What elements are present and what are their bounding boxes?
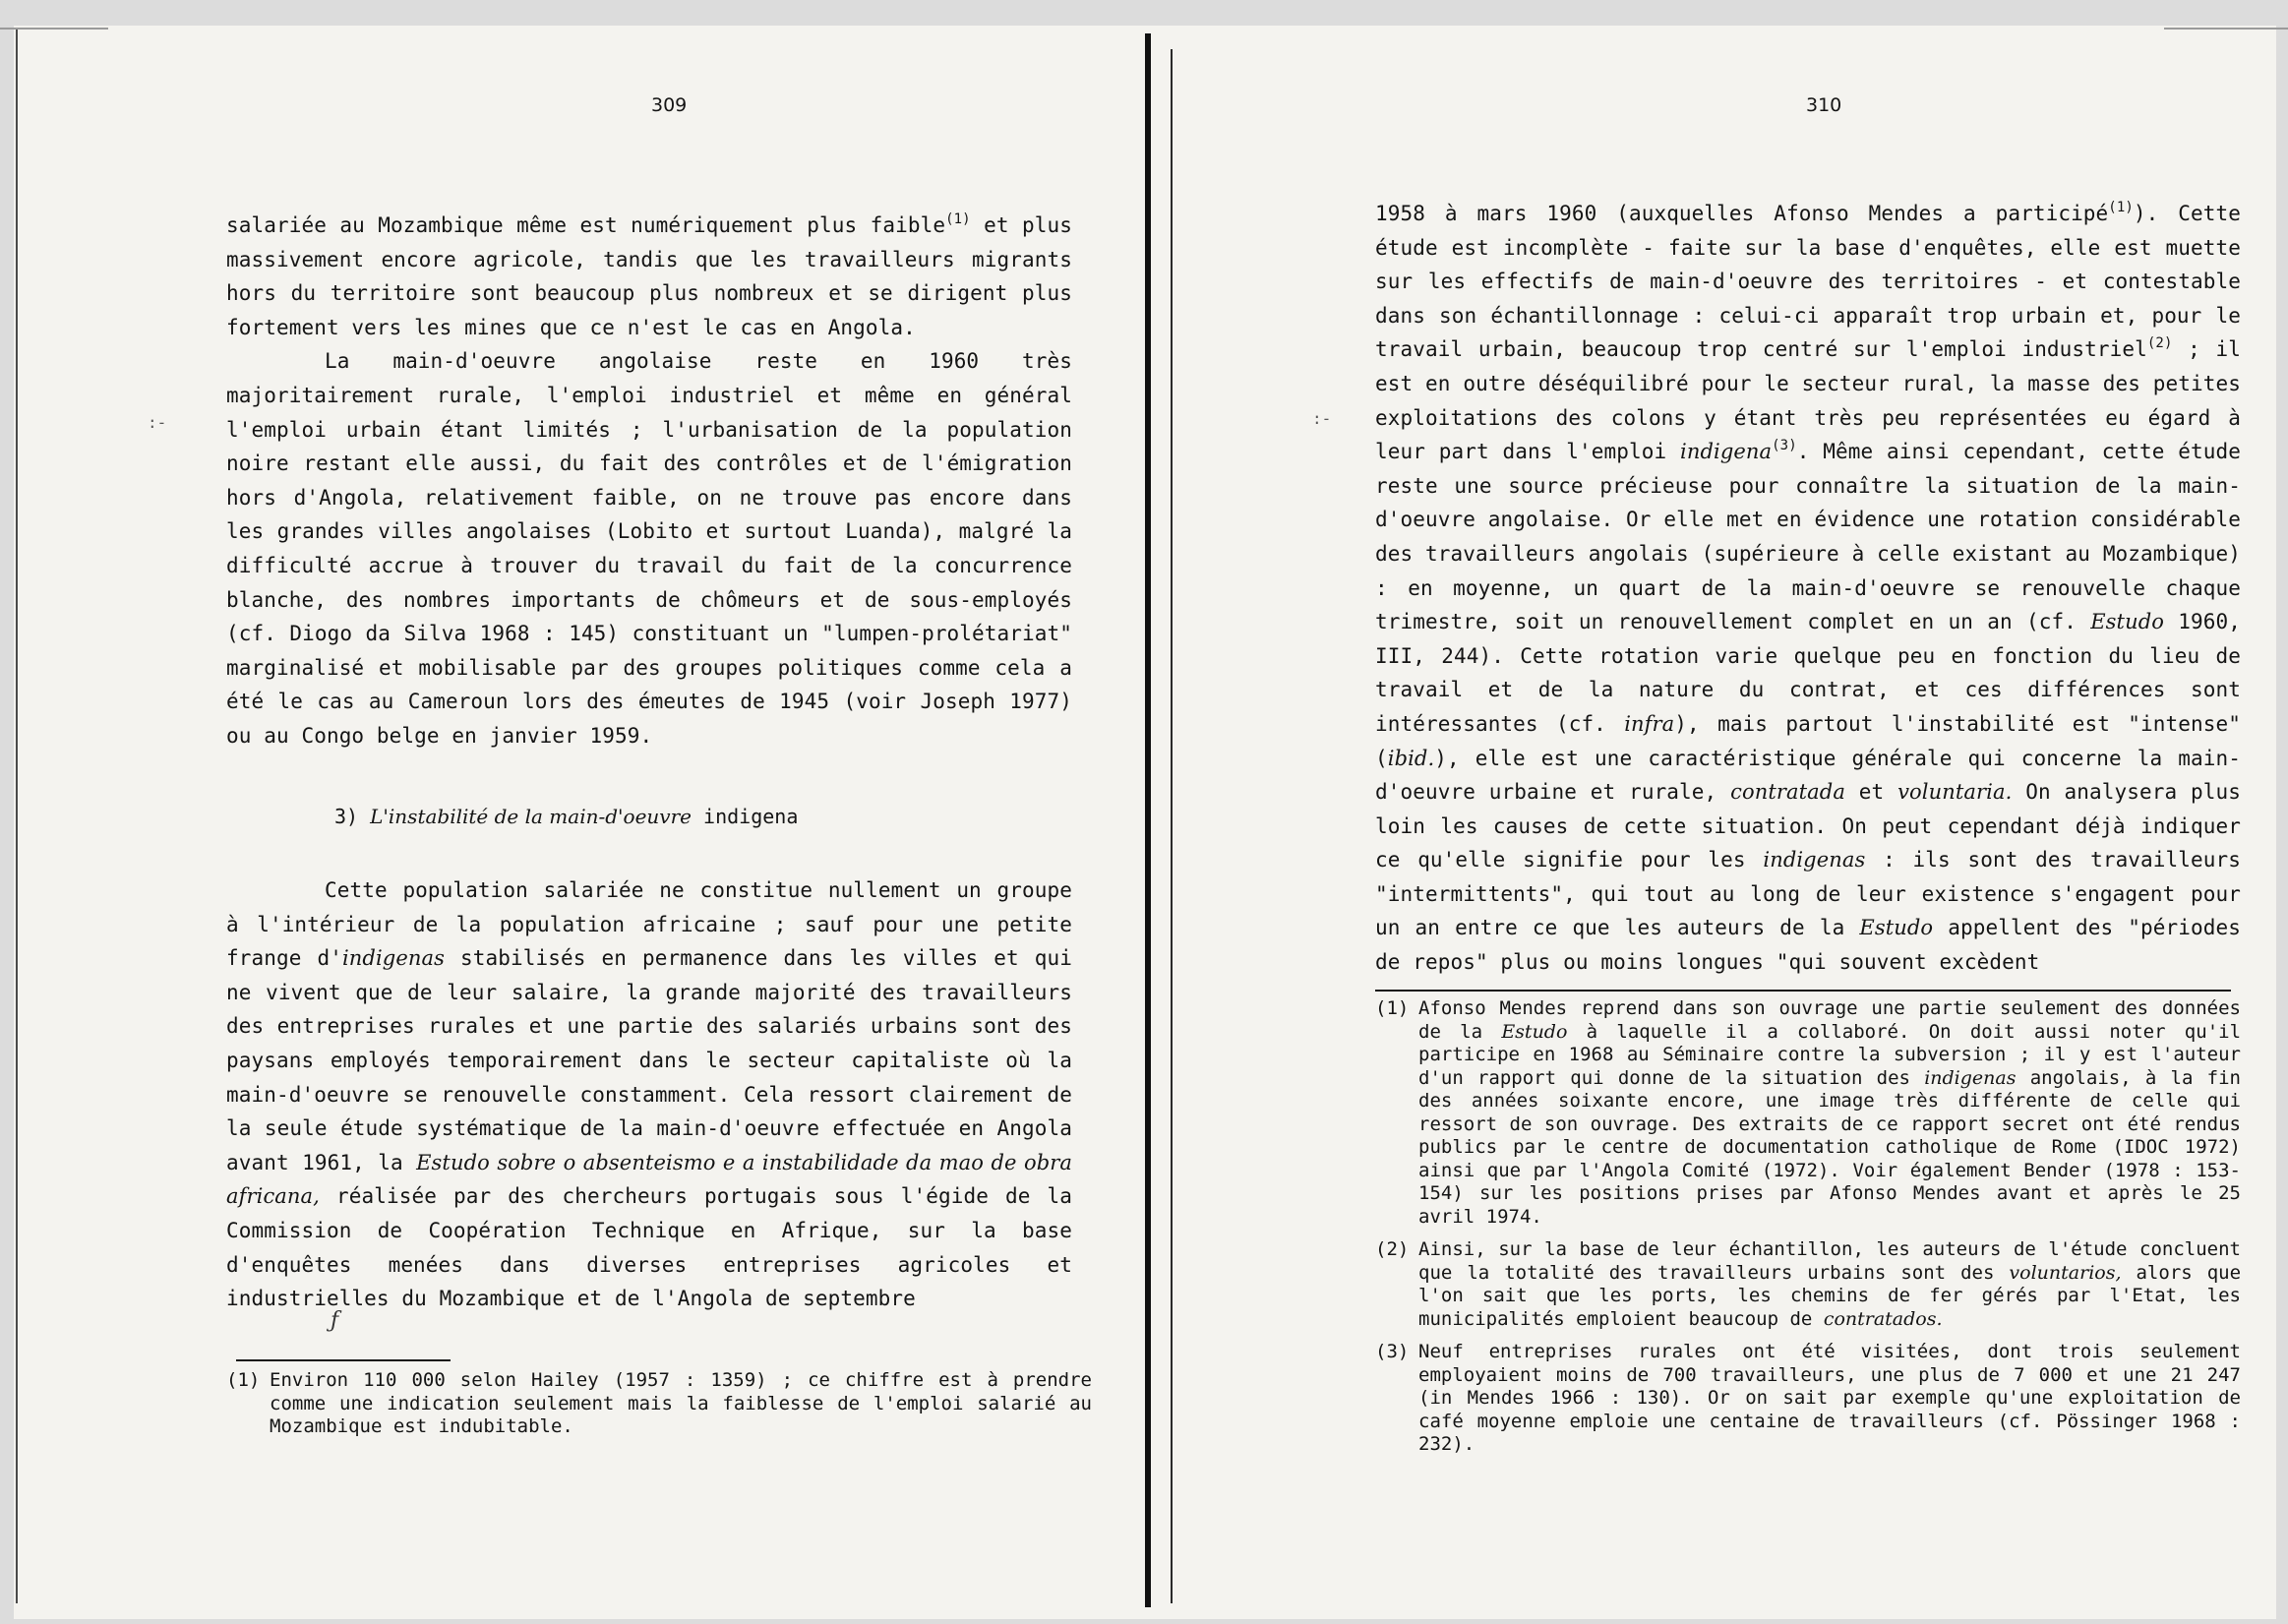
footnote-separator: [236, 1359, 451, 1361]
text-run: et plus massivement encore agricole, tandis que les travailleurs migrants hors du territoire sont beaucoup plus nombreux et se dirigent plus fortement vers les mines que ce n'est le cas en Angola.: [226, 213, 1073, 339]
text-run: et: [1844, 780, 1898, 805]
italic-text: contratada: [1730, 780, 1845, 805]
italic-text: indigenas: [1924, 1066, 2017, 1089]
left-page-edge: [16, 30, 18, 1603]
italic-text: indigenas: [341, 946, 445, 971]
text-run: salariée au Mozambique même est numériquement plus faible: [226, 213, 946, 237]
italic-text: Estudo sobre o absenteismo e a instabilidade da mao de obra africana,: [226, 1150, 1072, 1209]
text-run: appellent des "périodes de repos" plus ou moins longues "qui souvent excèdent: [1375, 916, 2241, 975]
text-run: Neuf entreprises rurales ont été visitées, dont trois seulement employaient moins de 700 travailleurs, une plus de 7 000 et une 21 247 (in Mendes 1966 : 130). Or on sait par exemple qu'une exploitation de café moyenne emploie une centaine de travailleurs (cf. Pössinger 1968 : 232).: [1418, 1341, 2241, 1455]
footnote-ref: (1): [2108, 200, 2134, 215]
margin-mark: :-: [1312, 409, 1332, 428]
italic-text: indigenas: [1763, 848, 1866, 872]
text-run: : ils sont des travailleurs "intermittents", qui tout au long de leur existence s'engagent pour un an entre ce que les auteurs de la: [1375, 848, 2241, 940]
italic-text: Estudo: [1501, 1020, 1568, 1043]
paragraph: [1375, 197, 2241, 980]
right-body: [1375, 197, 2241, 980]
text-run: Afonso Mendes reprend dans son ouvrage une partie seulement des données de la: [1418, 997, 2241, 1043]
book-gutter-line: [1171, 49, 1173, 1603]
italic-text: ibid.: [1387, 746, 1435, 770]
left-body: [226, 209, 1072, 753]
footnote: [226, 1369, 1092, 1439]
text-run: à laquelle il a collaboré. On doit aussi noter qu'il participe en 1968 au Séminaire contre la subversion ; il y est l'auteur d'un rapport qui donne de la situation des: [1418, 1020, 2242, 1089]
footnote-number: (1): [226, 1369, 261, 1391]
italic-text: voluntaria.: [1897, 780, 2013, 805]
handwritten-mark: ƒ: [331, 1308, 339, 1333]
footnote: [1375, 1341, 2241, 1457]
italic-text: indigena: [1680, 440, 1773, 464]
italic-text: voluntarios,: [2009, 1261, 2122, 1284]
text-run: réalisée par des chercheurs portugais sous l'égide de la Commission de Coopération Technique en Afrique, sur la base d'enquêtes menées dans diverses entreprises agricoles et industrielles du Mozambique et de l'Angola de septembre: [226, 1184, 1072, 1311]
left-page: [226, 0, 1092, 1624]
footnote: [1375, 1238, 2241, 1331]
page-number: 310: [1806, 94, 1842, 116]
text-run: ; il est en outre déséquilibré pour le secteur rural, la masse des petites exploitations des colons y étant très peu représentées eu égard à leur part dans l'emploi: [1375, 337, 2241, 464]
footnote-text: [1418, 997, 2241, 1229]
footnote-ref: (2): [2146, 335, 2173, 352]
footnotes: [1375, 997, 2241, 1467]
text-run: angolais, à la fin des années soixante encore, une image très différente de celle qui ressort de son ouvrage. Des extraits de ce rapport secret ont été rendus publics par le centre de documentation catholique de Rome (IDOC 1972) ainsi que par l'Angola Comité (1972). Voir également Bender (1978 : 153-154) sur les positions prises par Afonso Mendes avant et après le 25 avril 1974.: [1418, 1066, 2241, 1228]
footnote-text: [1418, 1341, 2241, 1457]
text-run: indigena: [691, 805, 799, 828]
footnote-separator: [1375, 990, 2231, 992]
margin-mark: :-: [148, 413, 167, 432]
text-run: Ainsi, sur la base de leur échantillon, les auteurs de l'étude concluent que la totalité des travailleurs urbains sont des: [1418, 1238, 2241, 1284]
page-number: 309: [651, 94, 688, 116]
section-heading: [334, 805, 798, 828]
footnote-ref: (1): [945, 211, 971, 227]
left-body-continued: [226, 873, 1072, 1316]
italic-text: contratados.: [1823, 1307, 1943, 1330]
footnote: [1375, 997, 2241, 1229]
paragraph: [226, 209, 1072, 344]
paragraph: [226, 873, 1072, 1316]
italic-text: infra: [1624, 711, 1675, 736]
footnote-ref: (3): [1772, 438, 1797, 454]
footnote-number: (3): [1375, 1341, 1410, 1362]
footnote-number: (1): [1375, 997, 1410, 1019]
text-run: ). Cette étude est incomplète - faite sur la base d'enquêtes, elle est muette sur les effectifs de main-d'oeuvre des territoires - et contestable dans son échantillonnage : celui-ci apparaît trop urbain et, pour le travail urbain, beaucoup trop centré sur l'emploi industriel: [1375, 202, 2241, 362]
text-run: 1958 à mars 1960 (auxquelles Afonso Mendes a participé: [1375, 202, 2109, 225]
text-run: stabilisés en permanence dans les villes et qui ne vivent que de leur salaire, la grande majorité des travailleurs des entreprises rurales et une partie des salariés urbains sont des paysans employés temporairement dans le secteur capitaliste où la main-d'oeuvre se renouvelle constamment. Cela ressort clairement de la seule étude systématique de la main-d'oeuvre effectuée en Angola avant 1961, la: [226, 946, 1072, 1174]
text-run: ), mais partout l'instabilité est "intense" (: [1375, 711, 2241, 770]
text-run: La main-d'oeuvre angolaise reste en 1960 très majoritairement rurale, l'emploi industriel et même en général l'emploi urbain étant limités ; l'urbanisation de la population noire restant elle aussi, du fait des contrôles et de l'émigration hors d'Angola, relativement faible, on ne trouve pas encore dans les grandes villes angolaises (Lobito et surtout Luanda), malgré la difficulté accrue à trouver du travail du fait de la concurrence blanche, des nombres importants de chômeurs et de sous-employés (cf. Diogo da Silva 1968 : 145) constituant un "lumpen-prolétariat" marginalisé et mobilisable par des groupes politiques comme cela a été le cas au Cameroun lors des émeutes de 1945 (voir Joseph 1977) ou au Congo belge en janvier 1959.: [226, 349, 1072, 748]
paragraph: [226, 344, 1072, 752]
text-run: Cette population salariée ne constitue nullement un groupe à l'intérieur de la population africaine ; sauf pour une petite frange d': [226, 878, 1072, 971]
text-run: alors que l'on sait que les ports, les chemins de fer gérés par l'Etat, les municipalités emploient beaucoup de: [1418, 1261, 2242, 1330]
text-run: 3): [334, 805, 371, 828]
text-run: Environ 110 000 selon Hailey (1957 : 1359) ; ce chiffre est à prendre comme une indication seulement mais la faiblesse de l'emploi salarié au Mozambique est indubitable.: [270, 1369, 1092, 1437]
footnote-text: [1418, 1238, 2241, 1331]
italic-text: Estudo: [2090, 610, 2165, 634]
footnotes: [226, 1369, 1092, 1449]
text-run: On analysera plus loin les causes de cette situation. On peut cependant déjà indiquer ce qu'elle signifie pour les: [1375, 780, 2241, 872]
text-run: 1960, III, 244). Cette rotation varie quelque peu en fonction du lieu de travail et de la nature du contrat, et ces différences sont intéressantes (cf.: [1375, 610, 2241, 736]
text-run: ), elle est une caractéristique générale qui concerne la main-d'oeuvre urbaine et rurale,: [1375, 746, 2241, 805]
text-run: . Même ainsi cependant, cette étude reste une source précieuse pour connaître la situation de la main-d'oeuvre angolaise. Or elle met en évidence une rotation considérable des travailleurs angolais (supérieure à celle existant au Mozambique) : en moyenne, un quart de la main-d'oeuvre se renouvelle chaque trimestre, soit un renouvellement complet en un an (cf.: [1375, 440, 2241, 634]
book-gutter: [1145, 33, 1151, 1607]
footnote-number: (2): [1375, 1238, 1410, 1260]
italic-text: L'instabilité de la main-d'oeuvre: [370, 805, 692, 828]
italic-text: Estudo: [1859, 916, 1934, 940]
footnote-text: [270, 1369, 1092, 1439]
right-page: [1375, 0, 2242, 1624]
